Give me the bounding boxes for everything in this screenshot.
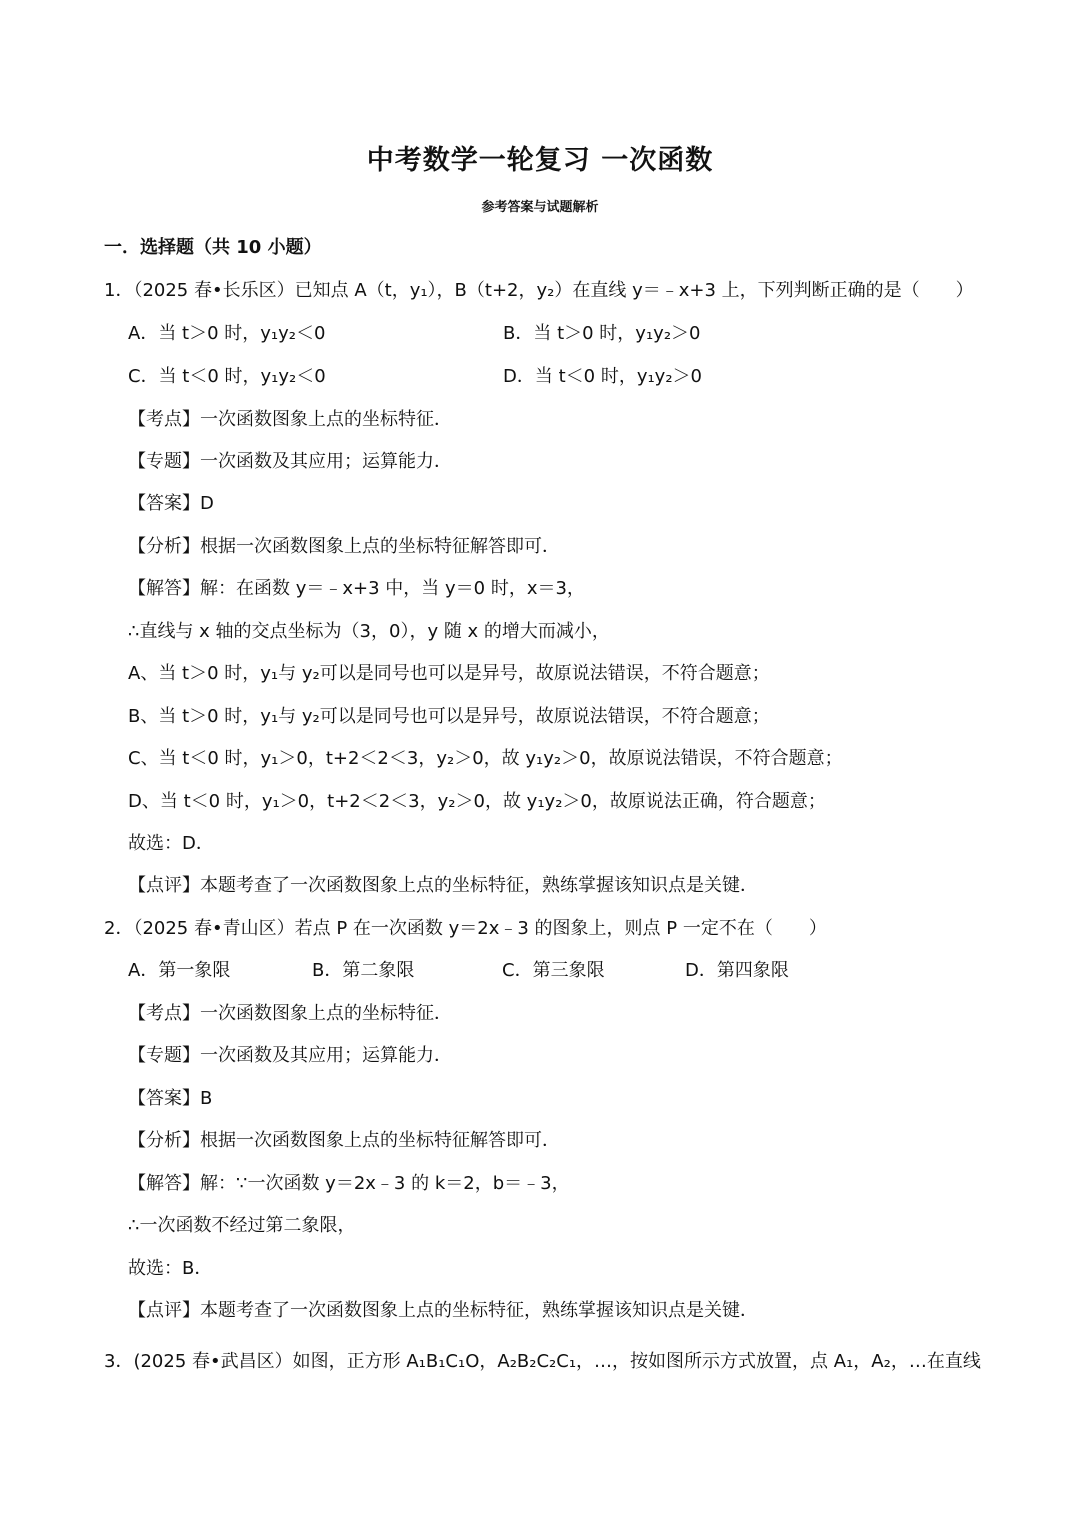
question-2-kaodian: 【考点】一次函数图象上点的坐标特征． xyxy=(128,1003,452,1024)
question-1-option-d: D．当 t＜0 时，y₁y₂＞0 xyxy=(503,366,703,387)
question-3-stem: 3．(2025 春•武昌区）如图，正方形 A₁B₁C₁O，A₂B₂C₂C₁，…，按如图所示方式放置，点 A₁，A₂，…在直线 xyxy=(104,1351,981,1372)
question-2-option-c: C．第三象限 xyxy=(502,960,605,981)
question-2-choice: 故选：B． xyxy=(128,1258,213,1279)
question-2-answer: 【答案】B xyxy=(128,1088,213,1109)
question-1-option-a: A．当 t＞0 时，y₁y₂＜0 xyxy=(128,323,326,344)
question-1-stem: 1．（2025 春•长乐区）已知点 A（t，y₁），B（t+2，y₂）在直线 y＝﹣x+3 上，下列判断正确的是（ ） xyxy=(104,280,974,301)
question-2-option-a: A．第一象限 xyxy=(128,960,231,981)
question-2-solution-line: ∴一次函数不经过第二象限， xyxy=(128,1215,356,1236)
document-title: 中考数学一轮复习 一次函数 xyxy=(366,145,714,176)
question-2-analysis: 【分析】根据一次函数图象上点的坐标特征解答即可． xyxy=(128,1130,560,1151)
question-2-comment: 【点评】本题考查了一次函数图象上点的坐标特征，熟练掌握该知识点是关键． xyxy=(128,1300,758,1321)
question-2-stem: 2．（2025 春•青山区）若点 P 在一次函数 y＝2x﹣3 的图象上，则点 P 一定不在（ ） xyxy=(104,918,827,939)
question-1-analysis: 【分析】根据一次函数图象上点的坐标特征解答即可． xyxy=(128,536,560,557)
question-2-zhuanti: 【专题】一次函数及其应用；运算能力． xyxy=(128,1045,452,1066)
question-1-solution: 【解答】解：在函数 y＝﹣x+3 中，当 y＝0 时，x＝3， xyxy=(128,578,585,599)
question-1-solution-line: D、当 t＜0 时，y₁＞0，t+2＜2＜3，y₂＞0，故 y₁y₂＞0，故原说法正确，符合题意； xyxy=(128,791,826,812)
question-1-choice: 故选：D． xyxy=(128,833,214,854)
question-2-option-d: D．第四象限 xyxy=(685,960,789,981)
question-1-solution-line: B、当 t＞0 时，y₁与 y₂可以是同号也可以是异号，故原说法错误，不符合题意； xyxy=(128,706,770,727)
question-1-answer: 【答案】D xyxy=(128,493,214,514)
question-1-solution-line: ∴直线与 x 轴的交点坐标为（3，0），y 随 x 的增大而减小， xyxy=(128,621,610,642)
document-subtitle: 参考答案与试题解析 xyxy=(481,200,599,215)
question-2-solution: 【解答】解：∵一次函数 y＝2x﹣3 的 k＝2，b＝﹣3， xyxy=(128,1173,570,1194)
question-1-comment: 【点评】本题考查了一次函数图象上点的坐标特征，熟练掌握该知识点是关键． xyxy=(128,875,758,896)
question-1-zhuanti: 【专题】一次函数及其应用；运算能力． xyxy=(128,451,452,472)
question-1-kaodian: 【考点】一次函数图象上点的坐标特征． xyxy=(128,409,452,430)
question-1-solution-line: C、当 t＜0 时，y₁＞0，t+2＜2＜3，y₂＞0，故 y₁y₂＞0，故原说法错误，不符合题意； xyxy=(128,748,843,769)
question-1-option-c: C．当 t＜0 时，y₁y₂＜0 xyxy=(128,366,326,387)
section-heading: 一．选择题（共 10 小题） xyxy=(104,237,322,258)
question-1-solution-line: A、当 t＞0 时，y₁与 y₂可以是同号也可以是异号，故原说法错误，不符合题意； xyxy=(128,663,770,684)
question-2-option-b: B．第二象限 xyxy=(312,960,415,981)
question-1-option-b: B．当 t＞0 时，y₁y₂＞0 xyxy=(503,323,701,344)
